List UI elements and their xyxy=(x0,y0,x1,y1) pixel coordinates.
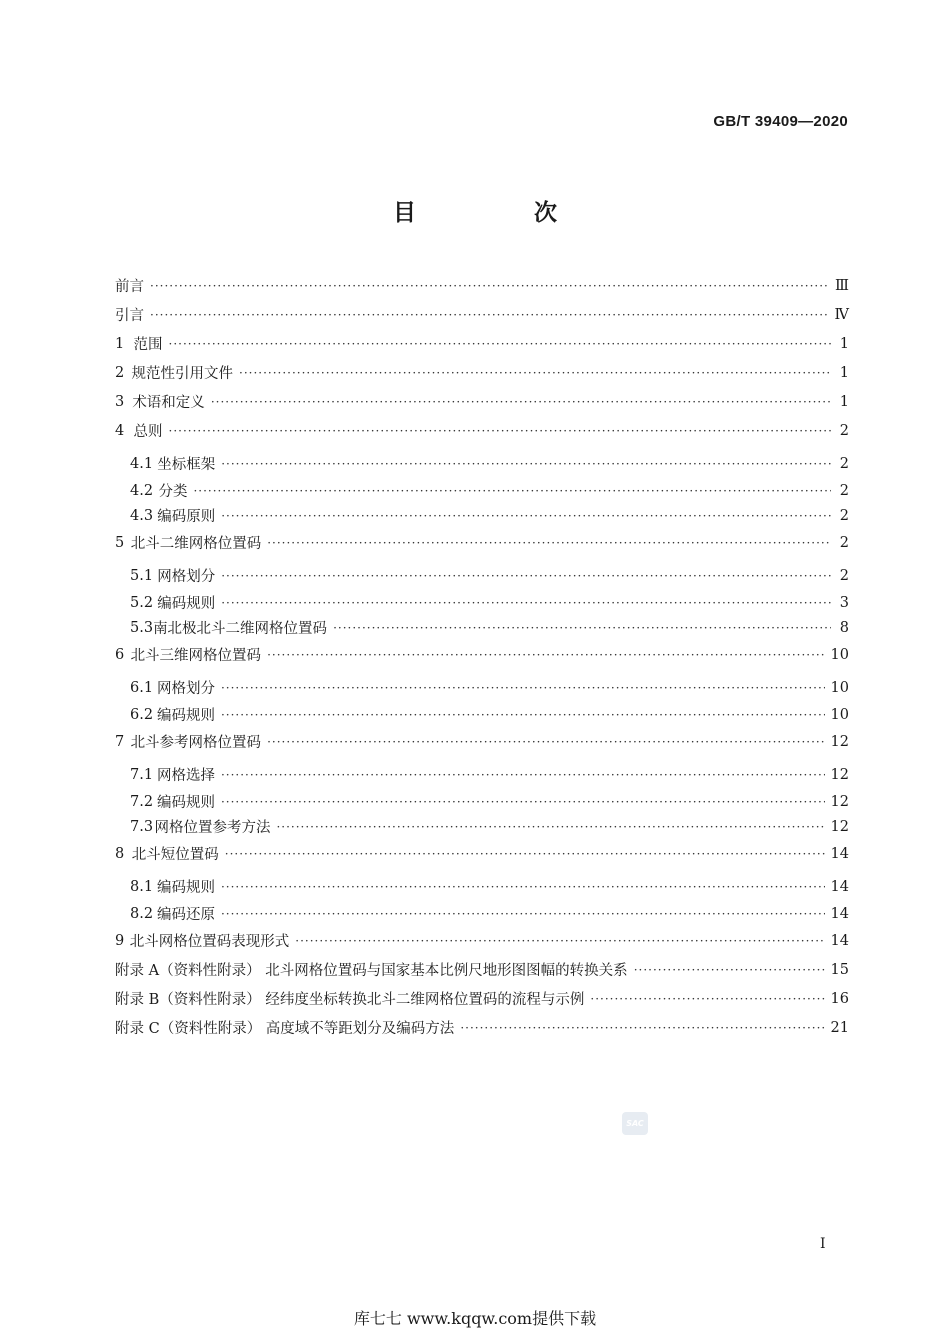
toc-entry-page: Ⅲ xyxy=(835,277,849,294)
toc-entry[interactable] xyxy=(115,615,849,640)
toc-entry-label[interactable]: 附录 A（资料性附录） 北斗网格位置码与国家基本比例尺地形图图幅的转换关系 xyxy=(115,963,628,979)
toc-entry-number: 1 xyxy=(115,335,125,352)
toc-entry-page: 10 xyxy=(830,679,849,696)
toc-entry-label[interactable]: 编码规则 xyxy=(157,596,216,612)
toc-entry[interactable] xyxy=(115,901,849,926)
page-title: 目 次 xyxy=(392,200,612,226)
toc-entry-number: 4.1 xyxy=(130,455,154,472)
toc-leader-dots xyxy=(169,337,832,351)
toc-entry-number: 5 xyxy=(115,534,125,551)
toc-entry-label[interactable]: 附录 B（资料性附录） 经纬度坐标转换北斗二维网格位置码的流程与示例 xyxy=(115,992,585,1008)
toc-entry-page: 12 xyxy=(830,766,849,783)
toc-entry[interactable] xyxy=(115,702,849,727)
toc-entry-page: 2 xyxy=(839,422,849,439)
toc-entry-label[interactable]: 编码还原 xyxy=(156,907,215,923)
toc-entry-page: 2 xyxy=(839,534,849,551)
toc-leader-dots xyxy=(221,457,831,471)
toc-entry-page: 12 xyxy=(830,818,849,835)
toc-leader-dots xyxy=(169,424,832,438)
toc-entry-page: 1 xyxy=(839,364,849,381)
toc-entry-page: 1 xyxy=(839,393,849,410)
toc-leader-dots xyxy=(634,963,825,977)
toc-leader-dots xyxy=(590,992,824,1006)
toc-entry-number: 6 xyxy=(115,646,125,663)
toc-leader-dots xyxy=(221,907,825,921)
toc-entry-label[interactable]: 北斗三维网格位置码 xyxy=(130,648,262,664)
toc-entry-number: 2 xyxy=(115,364,125,381)
toc-entry-page: 2 xyxy=(839,567,849,584)
toc-entry-page: 14 xyxy=(830,845,849,862)
toc-entry-page: 3 xyxy=(839,594,849,611)
toc-entry[interactable] xyxy=(115,416,849,445)
toc-entry-page: 21 xyxy=(830,1019,849,1036)
toc-entry[interactable] xyxy=(115,387,849,416)
toc-entry-number: 4 xyxy=(115,422,125,439)
toc-entry-page: 1 xyxy=(839,335,849,352)
toc-leader-dots xyxy=(295,934,824,948)
toc-entry[interactable] xyxy=(115,756,849,789)
toc-entry-number: 5.1 xyxy=(130,567,154,584)
toc-entry[interactable] xyxy=(115,955,849,984)
toc-entry-page: 2 xyxy=(839,507,849,524)
toc-entry-page: 10 xyxy=(830,706,849,723)
toc-entry-page: 8 xyxy=(839,619,849,636)
toc-entry-label[interactable]: 附录 C（资料性附录） 高度域不等距划分及编码方法 xyxy=(115,1021,455,1037)
toc-leader-dots xyxy=(221,681,825,695)
toc-entry-page: 14 xyxy=(830,905,849,922)
toc-entry-label[interactable]: 网格划分 xyxy=(156,681,215,697)
toc-entry[interactable] xyxy=(115,478,849,503)
toc-leader-dots xyxy=(333,621,831,635)
toc-leader-dots xyxy=(221,708,825,722)
toc-entry-page: 12 xyxy=(830,733,849,750)
toc-entry[interactable] xyxy=(115,557,849,590)
toc-leader-dots xyxy=(221,880,825,894)
toc-leader-dots xyxy=(239,366,831,380)
toc-entry-page: 10 xyxy=(830,646,849,663)
toc-entry-number: 8.2 xyxy=(130,905,154,922)
toc-leader-dots xyxy=(221,509,831,523)
toc-entry-label[interactable]: 引言 xyxy=(115,308,144,324)
toc-entry-label[interactable]: 北斗网格位置码表现形式 xyxy=(129,934,290,950)
toc-entry-label[interactable]: 编码规则 xyxy=(156,880,215,896)
toc-entry[interactable] xyxy=(115,926,849,955)
toc-entry-number: 4.3 xyxy=(130,507,154,524)
toc-leader-dots xyxy=(267,536,831,550)
toc-leader-dots xyxy=(225,847,825,861)
toc-entry[interactable] xyxy=(115,868,849,901)
toc-entry[interactable] xyxy=(115,445,849,478)
toc-entry[interactable] xyxy=(115,814,849,839)
toc-leader-dots xyxy=(193,484,831,498)
toc-entry-label[interactable]: 坐标框架 xyxy=(157,457,216,473)
toc-entry-number: 7.1 xyxy=(130,766,154,783)
download-footer: 库七七 www.kqqw.com提供下载 xyxy=(353,1309,597,1328)
toc-entry-number: 9 xyxy=(115,932,125,949)
toc-entry[interactable] xyxy=(115,789,849,814)
toc-entry[interactable] xyxy=(115,1013,849,1042)
toc-entry-label[interactable]: 范围 xyxy=(133,337,163,353)
toc-leader-dots xyxy=(221,569,831,583)
toc-entry-page: 14 xyxy=(830,878,849,895)
toc-entry-page: 12 xyxy=(830,793,849,810)
toc-entry-number: 7 xyxy=(115,733,125,750)
toc-entry-label[interactable]: 编码原则 xyxy=(157,509,216,525)
toc-entry-number: 4.2 xyxy=(130,482,154,499)
toc-leader-dots xyxy=(267,648,824,662)
toc-entry[interactable] xyxy=(115,839,849,868)
toc-entry[interactable] xyxy=(115,271,849,300)
toc-entry[interactable] xyxy=(115,669,849,702)
toc-entry[interactable] xyxy=(115,590,849,615)
toc-entry-page: 2 xyxy=(839,482,849,499)
toc-entry-label[interactable]: 北斗二维网格位置码 xyxy=(130,536,262,552)
toc-entry-label[interactable]: 总则 xyxy=(133,424,163,440)
toc-entry-page: Ⅳ xyxy=(834,306,849,323)
toc-leader-dots xyxy=(221,768,825,782)
toc-entry-number: 6.1 xyxy=(130,679,154,696)
toc-entry-label[interactable]: 前言 xyxy=(115,279,144,295)
toc-leader-dots xyxy=(221,596,831,610)
toc-entry-number: 7.3 xyxy=(130,818,154,835)
toc-entry-label[interactable]: 分类 xyxy=(158,484,188,500)
toc-entry-label[interactable]: 北斗参考网格位置码 xyxy=(130,735,262,751)
toc-entry-label[interactable]: 编码规则 xyxy=(156,795,215,811)
toc-entry[interactable] xyxy=(115,300,849,329)
sac-logo-watermark: SAC xyxy=(622,1112,648,1135)
toc-entry-page: 15 xyxy=(830,961,849,978)
toc-entry-label[interactable]: 网格划分 xyxy=(157,569,216,585)
toc-entry-label[interactable]: 网格位置参考方法 xyxy=(154,820,271,836)
toc-leader-dots xyxy=(276,820,824,834)
standard-code: GB/T 39409—2020 xyxy=(713,113,848,130)
toc-entry-number: 5.3 xyxy=(130,619,154,636)
toc-leader-dots xyxy=(267,735,824,749)
toc-entry-label[interactable]: 术语和定义 xyxy=(132,395,205,411)
toc-entry-label[interactable]: 规范性引用文件 xyxy=(131,366,234,382)
table-of-contents xyxy=(115,271,849,1042)
toc-leader-dots xyxy=(150,279,829,293)
toc-entry-number: 3 xyxy=(115,393,125,410)
toc-entry-page: 2 xyxy=(839,455,849,472)
toc-entry-number: 7.2 xyxy=(130,793,154,810)
toc-leader-dots xyxy=(460,1021,824,1035)
toc-entry[interactable] xyxy=(115,329,849,358)
toc-entry-label[interactable]: 北斗短位置码 xyxy=(131,847,219,863)
toc-entry-label[interactable]: 网格选择 xyxy=(156,768,215,784)
toc-leader-dots xyxy=(221,795,825,809)
toc-entry-number: 8.1 xyxy=(130,878,154,895)
toc-entry[interactable] xyxy=(115,358,849,387)
toc-entry-number: 5.2 xyxy=(130,594,154,611)
toc-entry[interactable] xyxy=(115,727,849,756)
toc-leader-dots xyxy=(150,308,829,322)
toc-entry[interactable] xyxy=(115,503,849,528)
toc-leader-dots xyxy=(211,395,831,409)
toc-entry-number: 8 xyxy=(115,845,125,862)
toc-entry-page: 14 xyxy=(830,932,849,949)
page-number: I xyxy=(820,1236,826,1252)
toc-entry[interactable] xyxy=(115,984,849,1013)
toc-entry-page: 16 xyxy=(830,990,849,1007)
toc-entry[interactable] xyxy=(115,640,849,669)
toc-entry-label[interactable]: 南北极北斗二维网格位置码 xyxy=(153,621,328,637)
toc-entry-label[interactable]: 编码规则 xyxy=(156,708,215,724)
toc-entry[interactable] xyxy=(115,528,849,557)
toc-entry-number: 6.2 xyxy=(130,706,154,723)
